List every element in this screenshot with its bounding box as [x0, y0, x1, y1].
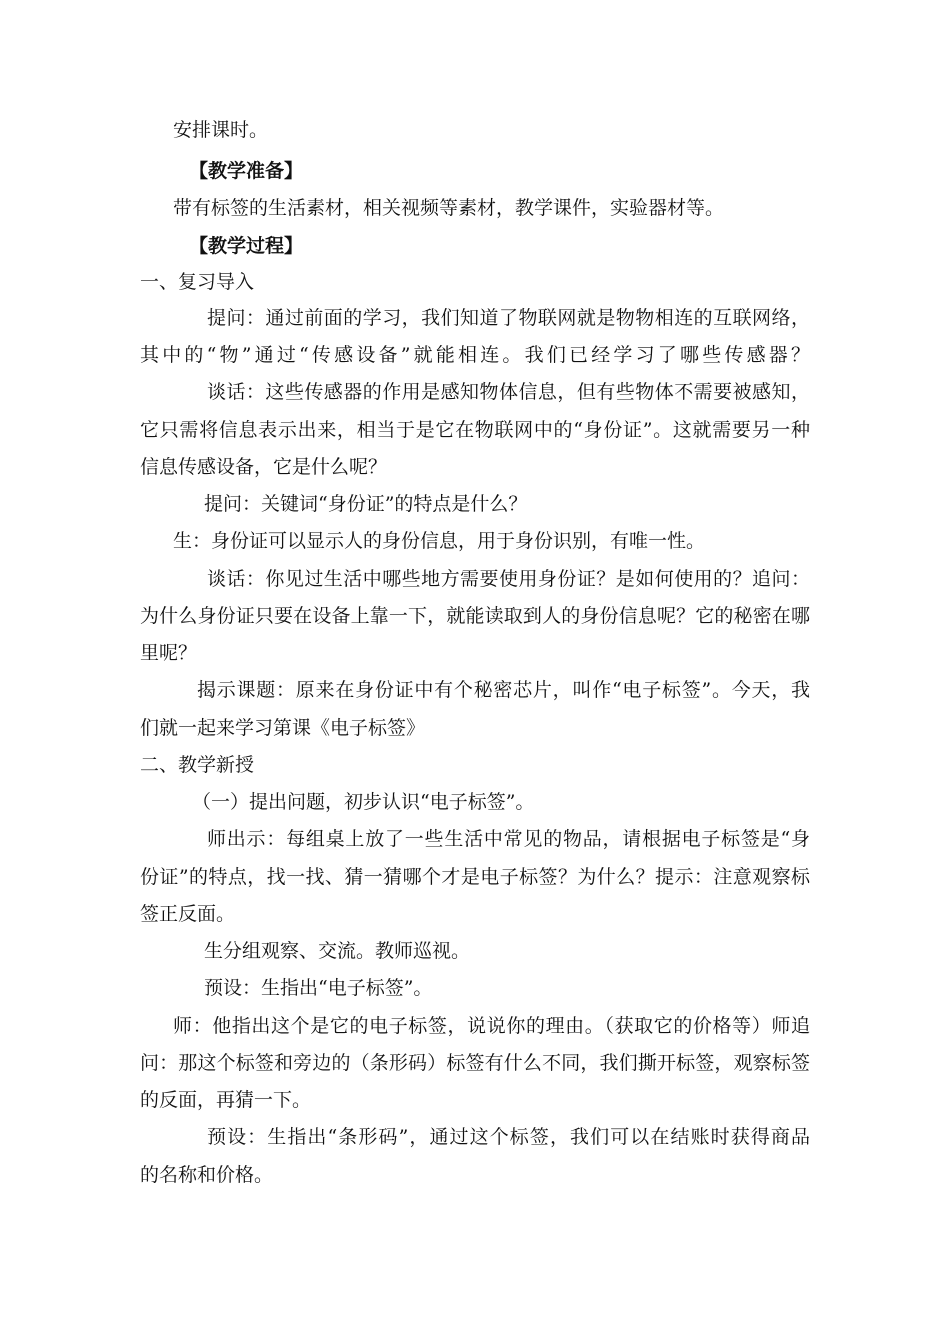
text-line: 信息传感设备，它是什么呢？: [140, 456, 388, 478]
text-line: 师：他指出这个是它的电子标签，说说你的理由。（获取它的价格等）师追: [173, 1015, 810, 1037]
text-line: 谈话：你见过生活中哪些地方需要使用身份证？是如何使用的？追问：: [207, 568, 810, 590]
text-line: 里呢？: [140, 642, 198, 664]
text-line: 们就一起来学习第课《电子标签》: [140, 717, 426, 739]
heading-teaching-prep: 【教学准备】: [189, 160, 304, 182]
text-line: 安排课时。: [173, 119, 269, 141]
text-line: 其中的“物”通过“传感设备”就能相连。我们已经学习了哪些传感器？: [140, 344, 810, 366]
text-line: 为什么身份证只要在设备上靠一下，就能读取到人的身份信息呢？它的秘密在哪: [140, 605, 810, 627]
text-line: 预设：生指出“条形码”，通过这个标签，我们可以在结账时获得商品: [207, 1126, 810, 1148]
text-line: 的名称和价格。: [140, 1164, 274, 1186]
text-line: 提问：通过前面的学习，我们知道了物联网就是物物相连的互联网络，: [207, 307, 810, 329]
text-line: 师出示：每组桌上放了一些生活中常见的物品，请根据电子标签是“身: [207, 828, 810, 850]
section-heading: 二、教学新授: [140, 754, 255, 776]
text-line: 签正反面。: [140, 903, 236, 925]
text-line: 预设：生指出“电子标签”。: [204, 977, 433, 999]
subsection-heading: （一）提出问题，初步认识“电子标签”。: [192, 791, 535, 813]
text-line: 生：身份证可以显示人的身份信息，用于身份识别，有唯一性。: [173, 530, 706, 552]
section-heading: 一、复习导入: [140, 271, 255, 293]
text-line: 带有标签的生活素材，相关视频等素材，教学课件，实验器材等。: [173, 197, 725, 219]
text-line: 问：那这个标签和旁边的（条形码）标签有什么不同，我们撕开标签，观察标签: [140, 1052, 810, 1074]
text-line: 谈话：这些传感器的作用是感知物体信息，但有些物体不需要被感知，: [207, 381, 810, 403]
text-line: 的反面，再猜一下。: [140, 1089, 312, 1111]
heading-teaching-process: 【教学过程】: [189, 235, 304, 257]
text-line: 提问：关键词“身份证”的特点是什么？: [204, 493, 528, 515]
text-line: 生分组观察、交流。教师巡视。: [204, 940, 471, 962]
text-line: 揭示课题：原来在身份证中有个秘密芯片，叫作“电子标签”。今天，我: [197, 679, 810, 701]
text-line: 份证”的特点，找一找、猜一猜哪个才是电子标签？为什么？提示：注意观察标: [140, 866, 810, 888]
text-line: 它只需将信息表示出来，相当于是它在物联网中的“身份证”。这就需要另一种: [140, 419, 810, 441]
